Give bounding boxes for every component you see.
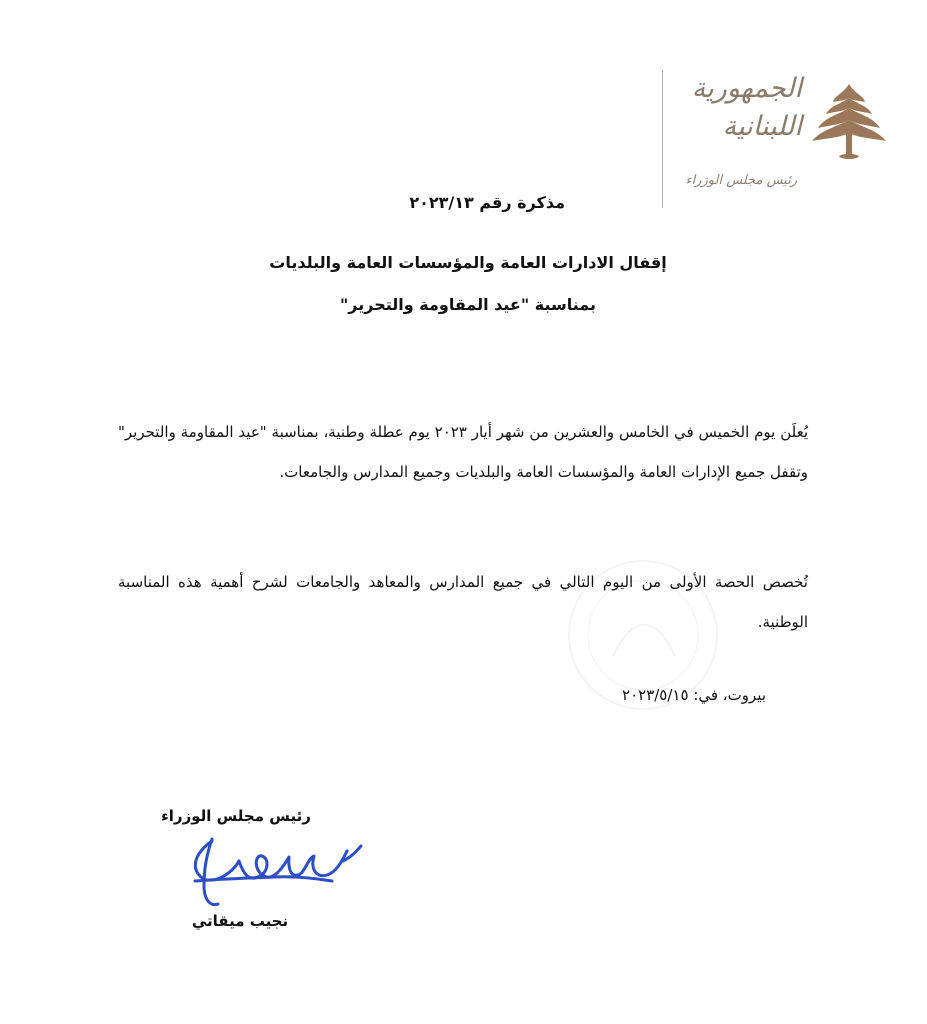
lebanese-republic-wordmark	[680, 70, 802, 170]
place-and-date: بيروت، في: ٢٠٢٣/٥/١٥	[622, 686, 766, 704]
signer-name: نجيب ميقاتي	[191, 912, 289, 930]
cedar-tree-icon	[807, 80, 891, 166]
memo-title-line-2: بمناسبة "عيد المقاومة والتحرير"	[339, 295, 597, 314]
prime-minister-subtitle: رئيس مجلس الوزراء	[685, 173, 797, 188]
memo-number: مذكرة رقم ٢٠٢٣/١٣	[409, 193, 565, 212]
memo-title-line-1: إقفال الادارات العامة والمؤسسات العامة والبلديات	[269, 253, 667, 272]
signature-title: رئيس مجلس الوزراء	[161, 807, 311, 825]
lebanese-republic-emblem	[662, 70, 902, 210]
wordmark-line-1: الجمهورية	[691, 73, 802, 104]
emblem-divider	[662, 70, 663, 208]
body-paragraph-schools: تُخصص الحصة الأولى من اليوم التالي في جميع المدارس والمعاهد والجامعات لشرح أهمية هذه المناسبة الوطنية.	[118, 573, 808, 631]
handwritten-signature	[177, 833, 369, 911]
body-paragraph-holiday: يُعلَن يوم الخميس في الخامس والعشرين من شهر أيار ٢٠٢٣ يوم عطلة وطنية، بمناسبة "عيد المقاومة والتحرير" وتقفل جميع الإدارات العامة والمؤسسات العامة والبلديات وجميع المدارس والجامعات.	[118, 423, 808, 481]
wordmark-line-2: اللبنانية	[722, 111, 802, 142]
